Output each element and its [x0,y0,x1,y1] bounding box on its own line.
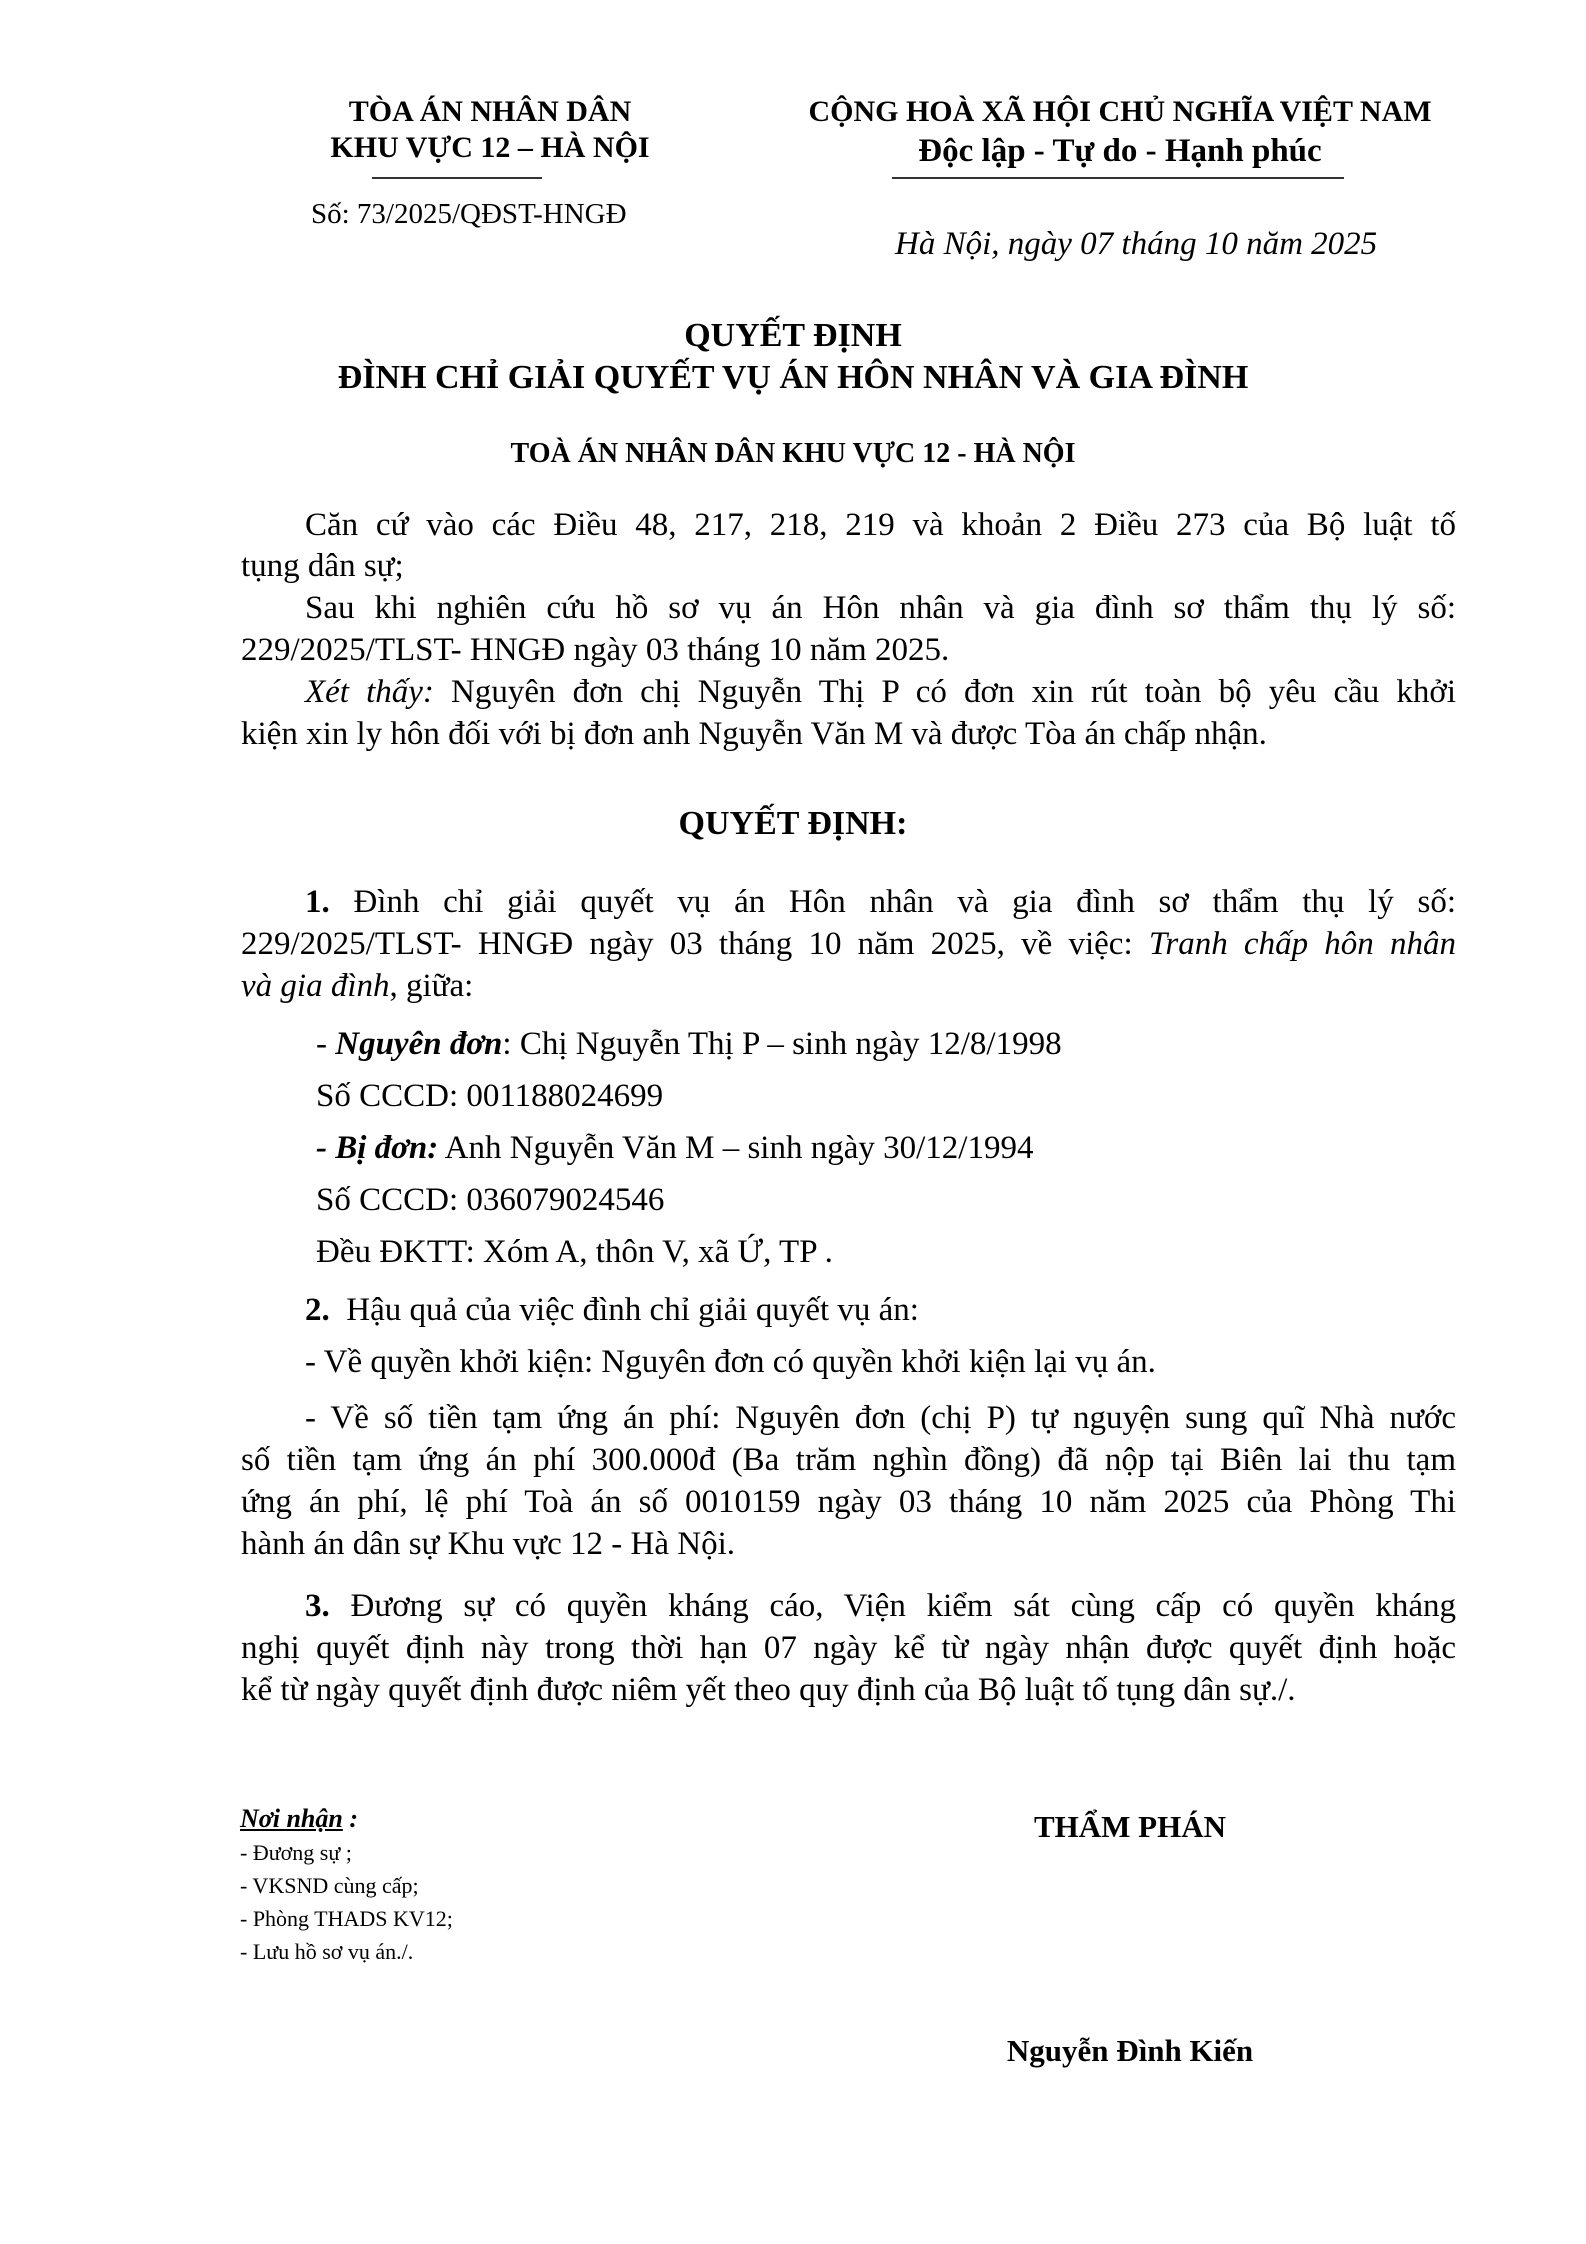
item1-line2-text: 229/2025/TLST- HNGĐ ngày 03 tháng 10 năm 2025, về việc: [241,926,1149,962]
item1-text: Đình chỉ giải quyết vụ án Hôn nhân và gia đình sơ thẩm thụ lý số: [329,884,1456,920]
decision-heading: QUYẾT ĐỊNH: [678,805,908,842]
item1-line1 [305,882,1456,922]
signature-name: Nguyễn Đình Kiến [1006,2033,1254,2068]
item3-number: 3. [305,1588,330,1624]
recipients-block [240,1802,453,1968]
item3-text: Đương sự có quyền kháng cáo, Viện kiểm sát cùng cấp có quyền kháng [329,1588,1456,1624]
defendant-label: - Bị đơn: [316,1130,439,1166]
item2-heading [305,1290,919,1330]
recipients-heading-colon: : [342,1804,359,1833]
plaintiff-id: Số CCCD: 001188024699 [316,1078,664,1114]
preamble-legal-basis-line1: Căn cứ vào các Điều 48, 217, 218, 219 và khoản 2 Điều 273 của Bộ luật tố [305,507,1456,543]
item2-fee-line1: - Về số tiền tạm ứng án phí: Nguyên đơn (chị P) tự nguyện sung quĩ Nhà nước [305,1400,1456,1436]
preamble-case-review-line1: Sau khi nghiên cứu hồ sơ vụ án Hôn nhân và gia đình sơ thẩm thụ lý số: [305,590,1456,626]
recipients-heading-row [240,1802,453,1836]
item1-dispute-type: Tranh chấp hôn nhân [1148,926,1456,962]
preamble-finding-line2: kiện xin ly hôn đối với bị đơn anh Nguyễn Văn M và được Tòa án chấp nhận. [241,716,1267,752]
defendant-line [316,1128,1033,1168]
nation-name: CỘNG HOÀ XÃ HỘI CHỦ NGHĨA VIỆT NAM [808,95,1432,128]
court-name-line1: TÒA ÁN NHÂN DÂN [348,95,632,128]
court-name [260,94,720,166]
national-motto: Độc lập - Tự do - Hạnh phúc [918,133,1322,169]
item2-right-to-sue: - Về quyền khởi kiện: Nguyên đơn có quyền khởi kiện lại vụ án. [305,1344,1156,1380]
document-number: Số: 73/2025/QĐST-HNGĐ [311,198,627,230]
defendant-address: Đều ĐKTT: Xóm A, thôn V, xã Ứ, TP . [316,1234,833,1270]
preamble-case-review-line2: 229/2025/TLST- HNGĐ ngày 03 tháng 10 năm 2025. [241,632,950,668]
preamble-legal-basis-line2: tụng dân sự; [241,548,404,584]
item2-number: 2. [305,1292,330,1328]
item2-fee-line4: hành án dân sự Khu vực 12 - Hà Nội. [241,1526,736,1562]
item2-heading-text: Hậu quả của việc đình chỉ giải quyết vụ án: [329,1292,919,1328]
plaintiff-details: : Chị Nguyễn Thị P – sinh ngày 12/8/1998 [502,1026,1062,1062]
signature-title: THẨM PHÁN [1033,1809,1226,1844]
item3-line1 [305,1586,1456,1626]
item1-dispute-type-cont: và gia đình [241,968,390,1004]
motto-underline [892,177,1344,179]
defendant-details: Anh Nguyễn Văn M – sinh ngày 30/12/1994 [438,1130,1034,1166]
item1-line2 [241,924,1456,964]
item3-line3: kể từ ngày quyết định được niêm yết theo quy định của Bộ luật tố tụng dân sự./. [241,1672,1296,1708]
recipient-item: - VKSND cùng cấp; [240,1873,419,1898]
recipient-item: - Đương sự ; [240,1840,352,1865]
plaintiff-line [316,1024,1062,1064]
court-name-line2: KHU VỰC 12 – HÀ NỘI [330,131,650,164]
recipients-heading: Nơi nhận [240,1804,343,1833]
item3-line2: nghị quyết định này trong thời hạn 07 ngày kể từ ngày nhận được quyết định hoặc [241,1630,1456,1666]
court-underline [372,177,542,179]
defendant-id: Số CCCD: 036079024546 [316,1182,665,1218]
item1-between: , giữa: [389,968,474,1004]
issuing-court: TOÀ ÁN NHÂN DÂN KHU VỰC 12 - HÀ NỘI [510,438,1076,469]
plaintiff-label: Nguyên đơn [335,1026,503,1062]
preamble-finding-line1 [305,672,1456,712]
item2-fee-line3: ứng án phí, lệ phí Toà án số 0010159 ngày 03 tháng 10 năm 2025 của Phòng Thi [241,1484,1456,1520]
item1-line3 [241,966,473,1006]
item1-number: 1. [305,884,330,920]
item2-fee-line2: số tiền tạm ứng án phí 300.000đ (Ba trăm nghìn đồng) đã nộp tại Biên lai thu tạm [241,1442,1456,1478]
finding-text: Nguyên đơn chị Nguyễn Thị P có đơn xin rút toàn bộ yêu cầu khởi [433,674,1457,710]
plaintiff-dash: - [316,1026,336,1062]
finding-label: Xét thấy: [305,674,434,710]
decision-subtitle: ĐÌNH CHỈ GIẢI QUYẾT VỤ ÁN HÔN NHÂN VÀ GIA ĐÌNH [337,359,1249,396]
decision-title: QUYẾT ĐỊNH [684,317,902,354]
recipient-item: - Lưu hồ sơ vụ án./. [240,1939,414,1964]
place-date: Hà Nội, ngày 07 tháng 10 năm 2025 [895,226,1378,262]
recipient-item: - Phòng THADS KV12; [240,1906,453,1931]
